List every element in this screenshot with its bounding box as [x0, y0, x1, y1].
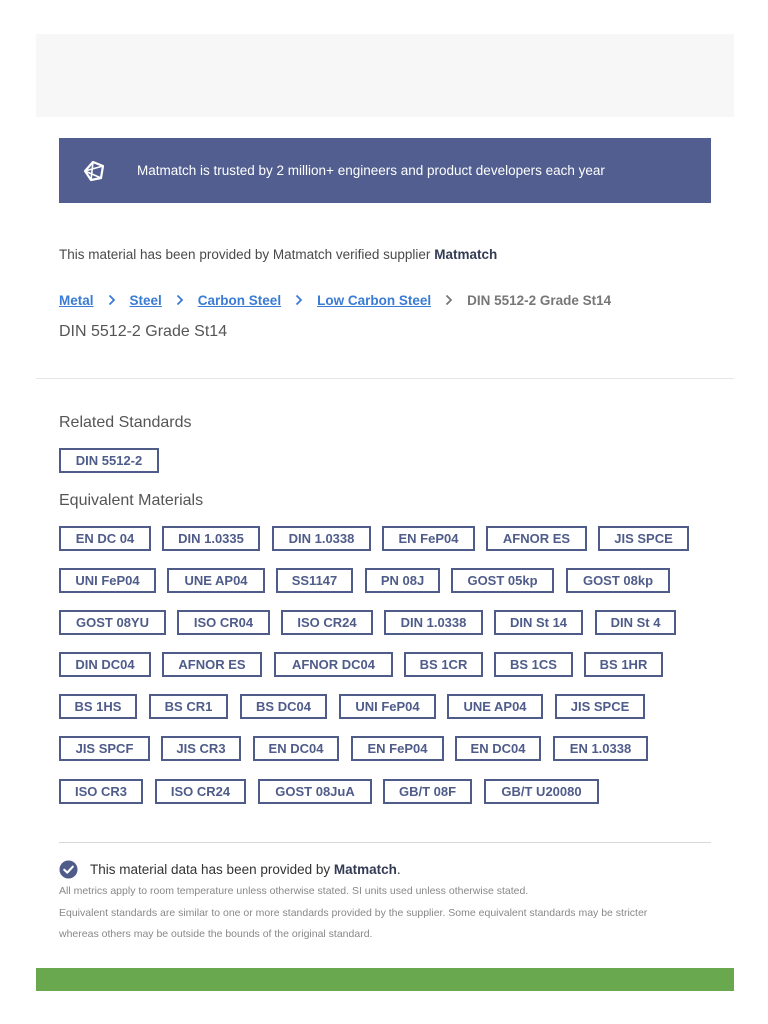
equivalent-material-tag[interactable]: JIS SPCE [598, 526, 689, 551]
equivalent-material-tag[interactable]: AFNOR ES [486, 526, 587, 551]
supplier-info [59, 247, 497, 262]
chevron-right-icon [94, 294, 130, 306]
chevron-right-icon [431, 294, 467, 306]
equivalent-material-tag[interactable]: GOST 08JuA [258, 779, 372, 804]
equivalent-material-tag[interactable]: DIN 1.0338 [272, 526, 371, 551]
equivalent-material-tag[interactable]: GOST 05kp [451, 568, 554, 593]
chevron-right-icon [162, 294, 198, 306]
data-provider-line [59, 858, 401, 880]
equivalent-material-tag[interactable]: EN DC04 [253, 736, 339, 761]
equivalent-material-tag[interactable]: UNE AP04 [167, 568, 265, 593]
divider [59, 842, 711, 843]
chevron-right-icon [281, 294, 317, 306]
equivalent-material-tag[interactable]: DIN 1.0338 [384, 610, 483, 635]
equivalent-material-tag[interactable]: DIN St 4 [595, 610, 676, 635]
divider [36, 378, 734, 379]
equivalent-material-tag[interactable]: EN FeP04 [382, 526, 475, 551]
equivalent-material-tag[interactable]: JIS CR3 [161, 736, 241, 761]
equivalent-material-tag[interactable]: BS DC04 [240, 694, 327, 719]
equivalent-material-tag[interactable]: BS 1CR [404, 652, 483, 677]
equivalent-material-tag[interactable]: GOST 08kp [566, 568, 670, 593]
data-provider-prefix: This material data has been provided by [90, 861, 331, 877]
footer-bar [36, 968, 734, 991]
equivalent-material-tag[interactable]: JIS SPCE [555, 694, 645, 719]
equivalent-material-tag[interactable]: UNE AP04 [447, 694, 543, 719]
breadcrumb-link-steel[interactable]: Steel [129, 292, 162, 308]
related-standards-title: Related Standards [59, 414, 192, 431]
equivalent-material-tag[interactable]: SS1147 [276, 568, 353, 593]
check-circle-icon [59, 860, 78, 879]
equivalent-material-tag[interactable]: ISO CR04 [177, 610, 270, 635]
equivalent-material-tag[interactable]: DIN 1.0335 [162, 526, 260, 551]
matmatch-logo-icon [81, 158, 107, 184]
equivalent-material-tag[interactable]: AFNOR ES [162, 652, 262, 677]
equivalent-material-tag[interactable]: UNI FeP04 [339, 694, 436, 719]
equivalent-material-tag[interactable]: BS 1HS [59, 694, 137, 719]
equivalence-note-line-1: Equivalent standards are similar to one or more standards provided by the supplier. Some equivalent standards may be stricter [59, 907, 648, 919]
related-standard-tag[interactable]: DIN 5512-2 [59, 448, 159, 473]
equivalent-material-tag[interactable]: DIN St 14 [494, 610, 583, 635]
equivalent-material-tag[interactable]: ISO CR3 [59, 779, 143, 804]
breadcrumb-link-metal[interactable]: Metal [59, 292, 94, 308]
equivalent-material-tag[interactable]: DIN DC04 [59, 652, 151, 677]
equivalent-material-tag[interactable]: ISO CR24 [155, 779, 246, 804]
breadcrumb-link-low-carbon-steel[interactable]: Low Carbon Steel [317, 292, 432, 308]
equivalent-material-tag[interactable]: BS 1HR [584, 652, 663, 677]
equivalent-material-tag[interactable]: BS CR1 [149, 694, 228, 719]
equivalent-materials-title: Equivalent Materials [59, 492, 204, 509]
breadcrumb-current: DIN 5512-2 Grade St14 [467, 292, 612, 308]
breadcrumb-link-carbon-steel[interactable]: Carbon Steel [197, 292, 282, 308]
equivalence-note-line-2: whereas others may be outside the bounds of the original standard. [59, 928, 373, 940]
equivalent-material-tag[interactable]: UNI FeP04 [59, 568, 156, 593]
equivalent-material-tag[interactable]: EN FeP04 [351, 736, 444, 761]
data-provider-suffix: . [396, 861, 401, 877]
supplier-name: Matmatch [434, 247, 498, 262]
equivalent-material-tag[interactable]: EN 1.0338 [553, 736, 648, 761]
breadcrumb [59, 290, 611, 310]
equivalent-material-tag[interactable]: GOST 08YU [59, 610, 166, 635]
equivalent-material-tag[interactable]: JIS SPCF [59, 736, 150, 761]
equivalent-material-tag[interactable]: ISO CR24 [281, 610, 373, 635]
supplier-prefix: This material has been provided by Matmatch verified supplier [59, 247, 431, 262]
page-title: DIN 5512-2 Grade St14 [59, 323, 228, 340]
trust-banner-text: Matmatch is trusted by 2 million+ engineers and product developers each year [137, 163, 605, 178]
equivalent-material-tag[interactable]: GB/T 08F [383, 779, 472, 804]
equivalent-material-tag[interactable]: BS 1CS [494, 652, 573, 677]
equivalent-material-tag[interactable]: PN 08J [365, 568, 440, 593]
equivalent-material-tag[interactable]: AFNOR DC04 [274, 652, 393, 677]
data-provider-name: Matmatch [333, 861, 397, 877]
equivalent-material-tag[interactable]: GB/T U20080 [484, 779, 599, 804]
trust-banner [59, 138, 711, 203]
equivalent-material-tag[interactable]: EN DC 04 [59, 526, 151, 551]
ad-placeholder [36, 34, 734, 117]
equivalent-material-tag[interactable]: EN DC04 [455, 736, 541, 761]
units-note: All metrics apply to room temperature unless otherwise stated. SI units used unless otherwise stated. [59, 885, 529, 897]
